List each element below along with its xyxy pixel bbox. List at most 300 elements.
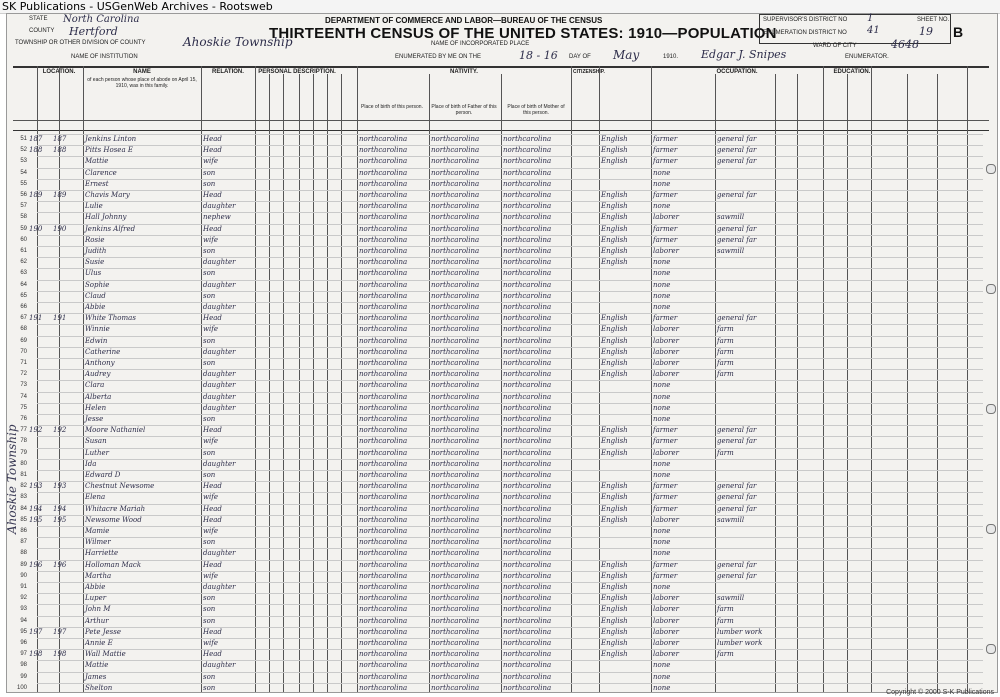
cell-birth: northcarolina xyxy=(359,661,408,670)
cell-father: northcarolina xyxy=(431,191,480,199)
cell-ind: general far xyxy=(717,314,757,323)
cell-fam: 190 xyxy=(53,224,67,233)
cell-father: northcarolina xyxy=(431,314,480,323)
cell-birth: northcarolina xyxy=(359,370,408,379)
birth-person-heading: Place of birth of this person. xyxy=(361,104,423,110)
cell-name: Jesse xyxy=(85,415,104,423)
cell-name: Susie xyxy=(85,258,105,267)
cell-birth: northcarolina xyxy=(359,381,408,390)
row-number: 82 xyxy=(20,483,27,490)
state-label: STATE xyxy=(29,16,48,22)
row-number: 57 xyxy=(20,203,27,210)
cell-name: Ernest xyxy=(85,179,109,188)
cell-name: Mattie xyxy=(85,661,109,670)
table-row xyxy=(20,324,983,334)
cell-mother: northcarolina xyxy=(503,594,552,603)
cell-name: Alberta xyxy=(85,392,112,401)
cell-birth: northcarolina xyxy=(359,347,408,356)
cell-mother: northcarolina xyxy=(503,583,552,591)
cell-trade: laborer xyxy=(653,370,679,379)
cell-rel: wife xyxy=(203,157,218,166)
table-row xyxy=(20,380,983,390)
table-row xyxy=(20,593,983,603)
cell-dw: 189 xyxy=(29,191,43,199)
cell-lang: English xyxy=(601,347,628,356)
cell-ind: general far xyxy=(717,571,757,580)
cell-fam: 196 xyxy=(53,560,67,569)
row-number: 96 xyxy=(20,640,27,646)
row-number: 64 xyxy=(20,281,27,288)
enumeration-day: 18 - 16 xyxy=(519,49,558,62)
cell-trade: none xyxy=(653,403,671,412)
cell-birth: northcarolina xyxy=(359,605,408,614)
cell-trade: none xyxy=(653,661,671,670)
cell-ind: sawmill xyxy=(717,515,745,524)
institution-label: NAME OF INSTITUTION xyxy=(71,54,138,60)
cell-father: northcarolina xyxy=(431,303,480,311)
table-row xyxy=(20,560,983,570)
row-number: 98 xyxy=(20,662,27,669)
table-row xyxy=(20,604,983,614)
cell-father: northcarolina xyxy=(431,325,480,334)
cell-trade: farmer xyxy=(653,493,678,502)
cell-mother: northcarolina xyxy=(503,571,552,580)
cell-mother: northcarolina xyxy=(503,650,552,659)
cell-birth: northcarolina xyxy=(359,560,408,569)
cell-rel: Head xyxy=(203,191,222,199)
education-heading: EDUCATION. xyxy=(833,69,871,75)
cell-father: northcarolina xyxy=(431,683,480,692)
row-number: 91 xyxy=(20,584,27,590)
cell-birth: northcarolina xyxy=(359,202,408,211)
cell-mother: northcarolina xyxy=(503,639,552,647)
cell-lang: English xyxy=(601,482,628,491)
cell-trade: laborer xyxy=(653,359,679,367)
cell-trade: none xyxy=(653,471,671,479)
cell-birth: northcarolina xyxy=(359,269,408,278)
cell-ind: sawmill xyxy=(717,247,745,255)
table-row xyxy=(20,291,983,301)
cell-trade: farmer xyxy=(653,560,678,569)
cell-rel: daughter xyxy=(203,258,236,267)
cell-lang: English xyxy=(601,247,628,255)
cell-father: northcarolina xyxy=(431,672,480,681)
row-number: 68 xyxy=(20,326,27,333)
cell-trade: farmer xyxy=(653,146,678,155)
ward-value: 4648 xyxy=(891,38,919,51)
row-number: 54 xyxy=(20,169,27,176)
cell-mother: northcarolina xyxy=(503,459,552,468)
cell-trade: laborer xyxy=(653,247,679,255)
cell-birth: northcarolina xyxy=(359,616,408,625)
cell-name: Luper xyxy=(85,594,107,603)
cell-rel: son xyxy=(203,616,216,625)
cell-mother: northcarolina xyxy=(503,235,552,244)
department-heading: DEPARTMENT OF COMMERCE AND LABOR—BUREAU OF THE CENSUS xyxy=(325,16,603,25)
cell-trade: none xyxy=(653,538,671,547)
table-row xyxy=(20,616,983,626)
cell-dw: 191 xyxy=(29,314,43,323)
cell-lang: English xyxy=(601,594,628,603)
cell-name: Anthony xyxy=(85,359,115,367)
cell-ind: general far xyxy=(717,437,757,446)
township-value: Ahoskie Township xyxy=(183,35,293,49)
cell-mother: northcarolina xyxy=(503,325,552,334)
cell-father: northcarolina xyxy=(431,135,480,143)
cell-name: Whitacre Mariah xyxy=(85,504,146,513)
table-row xyxy=(20,571,983,581)
cell-father: northcarolina xyxy=(431,437,480,446)
cell-trade: none xyxy=(653,683,671,692)
cell-rel: Head xyxy=(203,504,222,513)
row-number: 81 xyxy=(20,472,27,478)
cell-birth: northcarolina xyxy=(359,627,408,636)
cell-ind: general far xyxy=(717,135,757,143)
cell-trade: none xyxy=(653,168,671,177)
state-value: North Carolina xyxy=(63,14,140,25)
cell-name: Abbie xyxy=(85,583,106,591)
row-number: 78 xyxy=(20,438,27,445)
cell-rel: wife xyxy=(203,437,218,446)
cell-ind: farm xyxy=(717,650,734,659)
year-label: 1910. xyxy=(663,54,679,60)
cell-birth: northcarolina xyxy=(359,314,408,323)
table-row xyxy=(20,336,983,346)
cell-rel: Head xyxy=(203,482,222,491)
cell-mother: northcarolina xyxy=(503,616,552,625)
row-number: 95 xyxy=(20,628,27,635)
cell-trade: none xyxy=(653,549,671,558)
row-number: 71 xyxy=(20,360,27,366)
cell-fam: 187 xyxy=(53,135,67,143)
cell-lang: English xyxy=(601,504,628,513)
cell-father: northcarolina xyxy=(431,202,480,211)
cell-mother: northcarolina xyxy=(503,605,552,614)
table-row xyxy=(20,313,983,323)
cell-rel: son xyxy=(203,247,216,255)
cell-name: Holloman Mack xyxy=(85,560,142,569)
cell-fam: 191 xyxy=(53,314,67,323)
cell-birth: northcarolina xyxy=(359,504,408,513)
table-row xyxy=(20,515,983,525)
cell-birth: northcarolina xyxy=(359,291,408,300)
cell-father: northcarolina xyxy=(431,179,480,188)
table-row xyxy=(20,448,983,458)
row-number: 85 xyxy=(20,516,27,523)
cell-dw: 195 xyxy=(29,515,43,524)
cell-fam: 197 xyxy=(53,627,67,636)
row-number: 94 xyxy=(20,617,27,624)
cell-lang: English xyxy=(601,146,628,155)
cell-rel: Head xyxy=(203,627,222,636)
cell-fam: 192 xyxy=(53,426,67,435)
punch-hole xyxy=(986,644,996,654)
cell-ind: general far xyxy=(717,191,757,199)
cell-father: northcarolina xyxy=(431,594,480,603)
cell-mother: northcarolina xyxy=(503,370,552,379)
margin-note: Ahoskie Township xyxy=(5,424,19,534)
cell-name: Mattie xyxy=(85,157,109,166)
row-number: 51 xyxy=(20,136,27,142)
cell-name: Wilmer xyxy=(85,538,111,547)
table-row xyxy=(20,347,983,357)
row-number: 52 xyxy=(20,147,27,154)
table-row xyxy=(20,280,983,290)
cell-rel: daughter xyxy=(203,347,236,356)
row-number: 87 xyxy=(20,539,27,546)
cell-rel: wife xyxy=(203,493,218,502)
table-row xyxy=(20,548,983,558)
table-row xyxy=(20,660,983,670)
cell-dw: 187 xyxy=(29,135,43,143)
cell-father: northcarolina xyxy=(431,639,480,647)
cell-birth: northcarolina xyxy=(359,672,408,681)
table-row xyxy=(20,145,983,155)
cell-name: Hall Johnny xyxy=(85,213,127,222)
cell-lang: English xyxy=(601,448,628,457)
cell-rel: son xyxy=(203,683,216,692)
cell-name: Newsome Wood xyxy=(85,515,142,524)
table-row xyxy=(20,672,983,682)
cell-ind: farm xyxy=(717,448,734,457)
row-number: 73 xyxy=(20,382,27,389)
cell-father: northcarolina xyxy=(431,247,480,255)
row-number: 56 xyxy=(20,192,27,198)
cell-rel: Head xyxy=(203,224,222,233)
cell-birth: northcarolina xyxy=(359,527,408,535)
cell-mother: northcarolina xyxy=(503,146,552,155)
cell-birth: northcarolina xyxy=(359,437,408,446)
cell-name: Lulie xyxy=(85,202,103,211)
cell-trade: farmer xyxy=(653,504,678,513)
cell-father: northcarolina xyxy=(431,661,480,670)
cell-rel: son xyxy=(203,605,216,614)
cell-mother: northcarolina xyxy=(503,258,552,267)
row-number: 61 xyxy=(20,248,27,254)
cell-name: Clara xyxy=(85,381,105,390)
cell-lang: English xyxy=(601,616,628,625)
cell-mother: northcarolina xyxy=(503,672,552,681)
cell-lang: English xyxy=(601,325,628,334)
cell-ind: lumber work xyxy=(717,639,763,647)
cell-ind: general far xyxy=(717,504,757,513)
table-row xyxy=(20,649,983,659)
row-number: 77 xyxy=(20,427,27,434)
cell-trade: none xyxy=(653,303,671,311)
cell-mother: northcarolina xyxy=(503,560,552,569)
cell-birth: northcarolina xyxy=(359,482,408,491)
cell-mother: northcarolina xyxy=(503,280,552,289)
cell-name: Moore Nathaniel xyxy=(85,426,146,435)
cell-trade: none xyxy=(653,202,671,211)
cell-trade: none xyxy=(653,527,671,535)
cell-father: northcarolina xyxy=(431,426,480,435)
cell-birth: northcarolina xyxy=(359,538,408,547)
cell-father: northcarolina xyxy=(431,157,480,166)
row-number: 97 xyxy=(20,651,27,658)
cell-rel: son xyxy=(203,672,216,681)
birth-father-heading: Place of birth of Father of this person. xyxy=(431,104,497,116)
citizenship-heading: CITIZENSHIP. xyxy=(573,69,605,75)
cell-trade: none xyxy=(653,179,671,188)
cell-name: Jenkins Linton xyxy=(85,135,137,143)
cell-dw: 194 xyxy=(29,504,43,513)
name-note: of each person whose place of abode on April 15, 1910, was in this family. xyxy=(87,77,197,89)
row-number: 75 xyxy=(20,404,27,411)
cell-lang: English xyxy=(601,583,628,591)
cell-father: northcarolina xyxy=(431,515,480,524)
cell-birth: northcarolina xyxy=(359,583,408,591)
cell-trade: farmer xyxy=(653,235,678,244)
cell-father: northcarolina xyxy=(431,549,480,558)
cell-trade: laborer xyxy=(653,650,679,659)
row-number: 58 xyxy=(20,214,27,221)
cell-ind: general far xyxy=(717,426,757,435)
table-row xyxy=(20,257,983,267)
cell-lang: English xyxy=(601,213,628,222)
cell-name: Wall Mattie xyxy=(85,650,126,659)
table-row xyxy=(20,179,983,189)
cell-rel: son xyxy=(203,359,216,367)
cell-name: Rosie xyxy=(85,235,105,244)
cell-mother: northcarolina xyxy=(503,482,552,491)
cell-name: Arthur xyxy=(85,616,109,625)
cell-birth: northcarolina xyxy=(359,493,408,502)
row-number: 92 xyxy=(20,595,27,602)
cell-lang: English xyxy=(601,571,628,580)
cell-rel: son xyxy=(203,415,216,423)
cell-father: northcarolina xyxy=(431,213,480,222)
cell-lang: English xyxy=(601,426,628,435)
cell-ind: farm xyxy=(717,336,734,345)
cell-father: northcarolina xyxy=(431,650,480,659)
table-row xyxy=(20,358,983,368)
cell-trade: farmer xyxy=(653,157,678,166)
cell-fam: 198 xyxy=(53,650,67,659)
cell-birth: northcarolina xyxy=(359,280,408,289)
cell-father: northcarolina xyxy=(431,527,480,535)
cell-rel: daughter xyxy=(203,459,236,468)
cell-name: Jenkins Alfred xyxy=(85,224,136,233)
cell-rel: son xyxy=(203,538,216,547)
table-row xyxy=(20,582,983,592)
cell-father: northcarolina xyxy=(431,583,480,591)
cell-birth: northcarolina xyxy=(359,191,408,199)
cell-name: Chavis Mary xyxy=(85,191,130,199)
census-table xyxy=(16,134,983,692)
table-row xyxy=(20,459,983,469)
table-row xyxy=(20,403,983,413)
cell-mother: northcarolina xyxy=(503,471,552,479)
census-sheet xyxy=(6,13,998,693)
cell-lang: English xyxy=(601,191,628,199)
cell-ind: farm xyxy=(717,325,734,334)
cell-mother: northcarolina xyxy=(503,683,552,692)
sheet-number: 19 xyxy=(919,25,933,38)
cell-rel: daughter xyxy=(203,549,236,558)
nativity-heading: NATIVITY. xyxy=(450,69,478,75)
cell-mother: northcarolina xyxy=(503,527,552,535)
cell-rel: Head xyxy=(203,560,222,569)
cell-ind: general far xyxy=(717,560,757,569)
table-row xyxy=(20,470,983,480)
cell-rel: daughter xyxy=(203,370,236,379)
cell-rel: daughter xyxy=(203,202,236,211)
cell-birth: northcarolina xyxy=(359,247,408,255)
cell-lang: English xyxy=(601,224,628,233)
row-number: 66 xyxy=(20,304,27,310)
cell-lang: English xyxy=(601,493,628,502)
cell-mother: northcarolina xyxy=(503,314,552,323)
cell-fam: 189 xyxy=(53,191,67,199)
cell-mother: northcarolina xyxy=(503,504,552,513)
cell-lang: English xyxy=(601,437,628,446)
table-row xyxy=(20,224,983,234)
cell-rel: Head xyxy=(203,515,222,524)
cell-lang: English xyxy=(601,314,628,323)
cell-trade: laborer xyxy=(653,616,679,625)
cell-father: northcarolina xyxy=(431,459,480,468)
cell-rel: daughter xyxy=(203,303,236,311)
cell-father: northcarolina xyxy=(431,168,480,177)
cell-father: northcarolina xyxy=(431,415,480,423)
enumeration-district-label: ENUMERATION DISTRICT NO xyxy=(763,30,847,36)
cell-trade: none xyxy=(653,459,671,468)
row-number: 63 xyxy=(20,270,27,277)
cell-birth: northcarolina xyxy=(359,168,408,177)
cell-mother: northcarolina xyxy=(503,538,552,547)
cell-mother: northcarolina xyxy=(503,347,552,356)
cell-birth: northcarolina xyxy=(359,515,408,524)
cell-mother: northcarolina xyxy=(503,179,552,188)
cell-name: Sophie xyxy=(85,280,110,289)
copyright-notice: Copyright © 2000 S-K Publications xyxy=(886,689,994,696)
cell-mother: northcarolina xyxy=(503,493,552,502)
cell-name: White Thomas xyxy=(85,314,136,323)
cell-dw: 197 xyxy=(29,627,43,636)
cell-father: northcarolina xyxy=(431,359,480,367)
cell-trade: farmer xyxy=(653,437,678,446)
cell-lang: English xyxy=(601,560,628,569)
cell-father: northcarolina xyxy=(431,482,480,491)
cell-ind: general far xyxy=(717,482,757,491)
cell-rel: Head xyxy=(203,135,222,143)
cell-dw: 190 xyxy=(29,224,43,233)
township-label: TOWNSHIP OR OTHER DIVISION OF COUNTY xyxy=(15,40,146,46)
cell-rel: Head xyxy=(203,314,222,323)
cell-rel: son xyxy=(203,168,216,177)
cell-father: northcarolina xyxy=(431,627,480,636)
row-number: 67 xyxy=(20,315,27,322)
cell-ind: farm xyxy=(717,605,734,614)
cell-trade: laborer xyxy=(653,639,679,647)
cell-birth: northcarolina xyxy=(359,459,408,468)
cell-trade: none xyxy=(653,672,671,681)
cell-ind: general far xyxy=(717,146,757,155)
cell-dw: 188 xyxy=(29,146,43,155)
cell-ind: general far xyxy=(717,224,757,233)
row-number: 93 xyxy=(20,606,27,613)
cell-father: northcarolina xyxy=(431,224,480,233)
cell-mother: northcarolina xyxy=(503,247,552,255)
cell-trade: laborer xyxy=(653,448,679,457)
table-row xyxy=(20,526,983,536)
cell-birth: northcarolina xyxy=(359,157,408,166)
cell-rel: wife xyxy=(203,527,218,535)
row-number: 69 xyxy=(20,337,27,344)
window-title: SK Publications - USGenWeb Archives - Rootsweb xyxy=(2,0,273,13)
row-number: 100 xyxy=(16,684,27,691)
